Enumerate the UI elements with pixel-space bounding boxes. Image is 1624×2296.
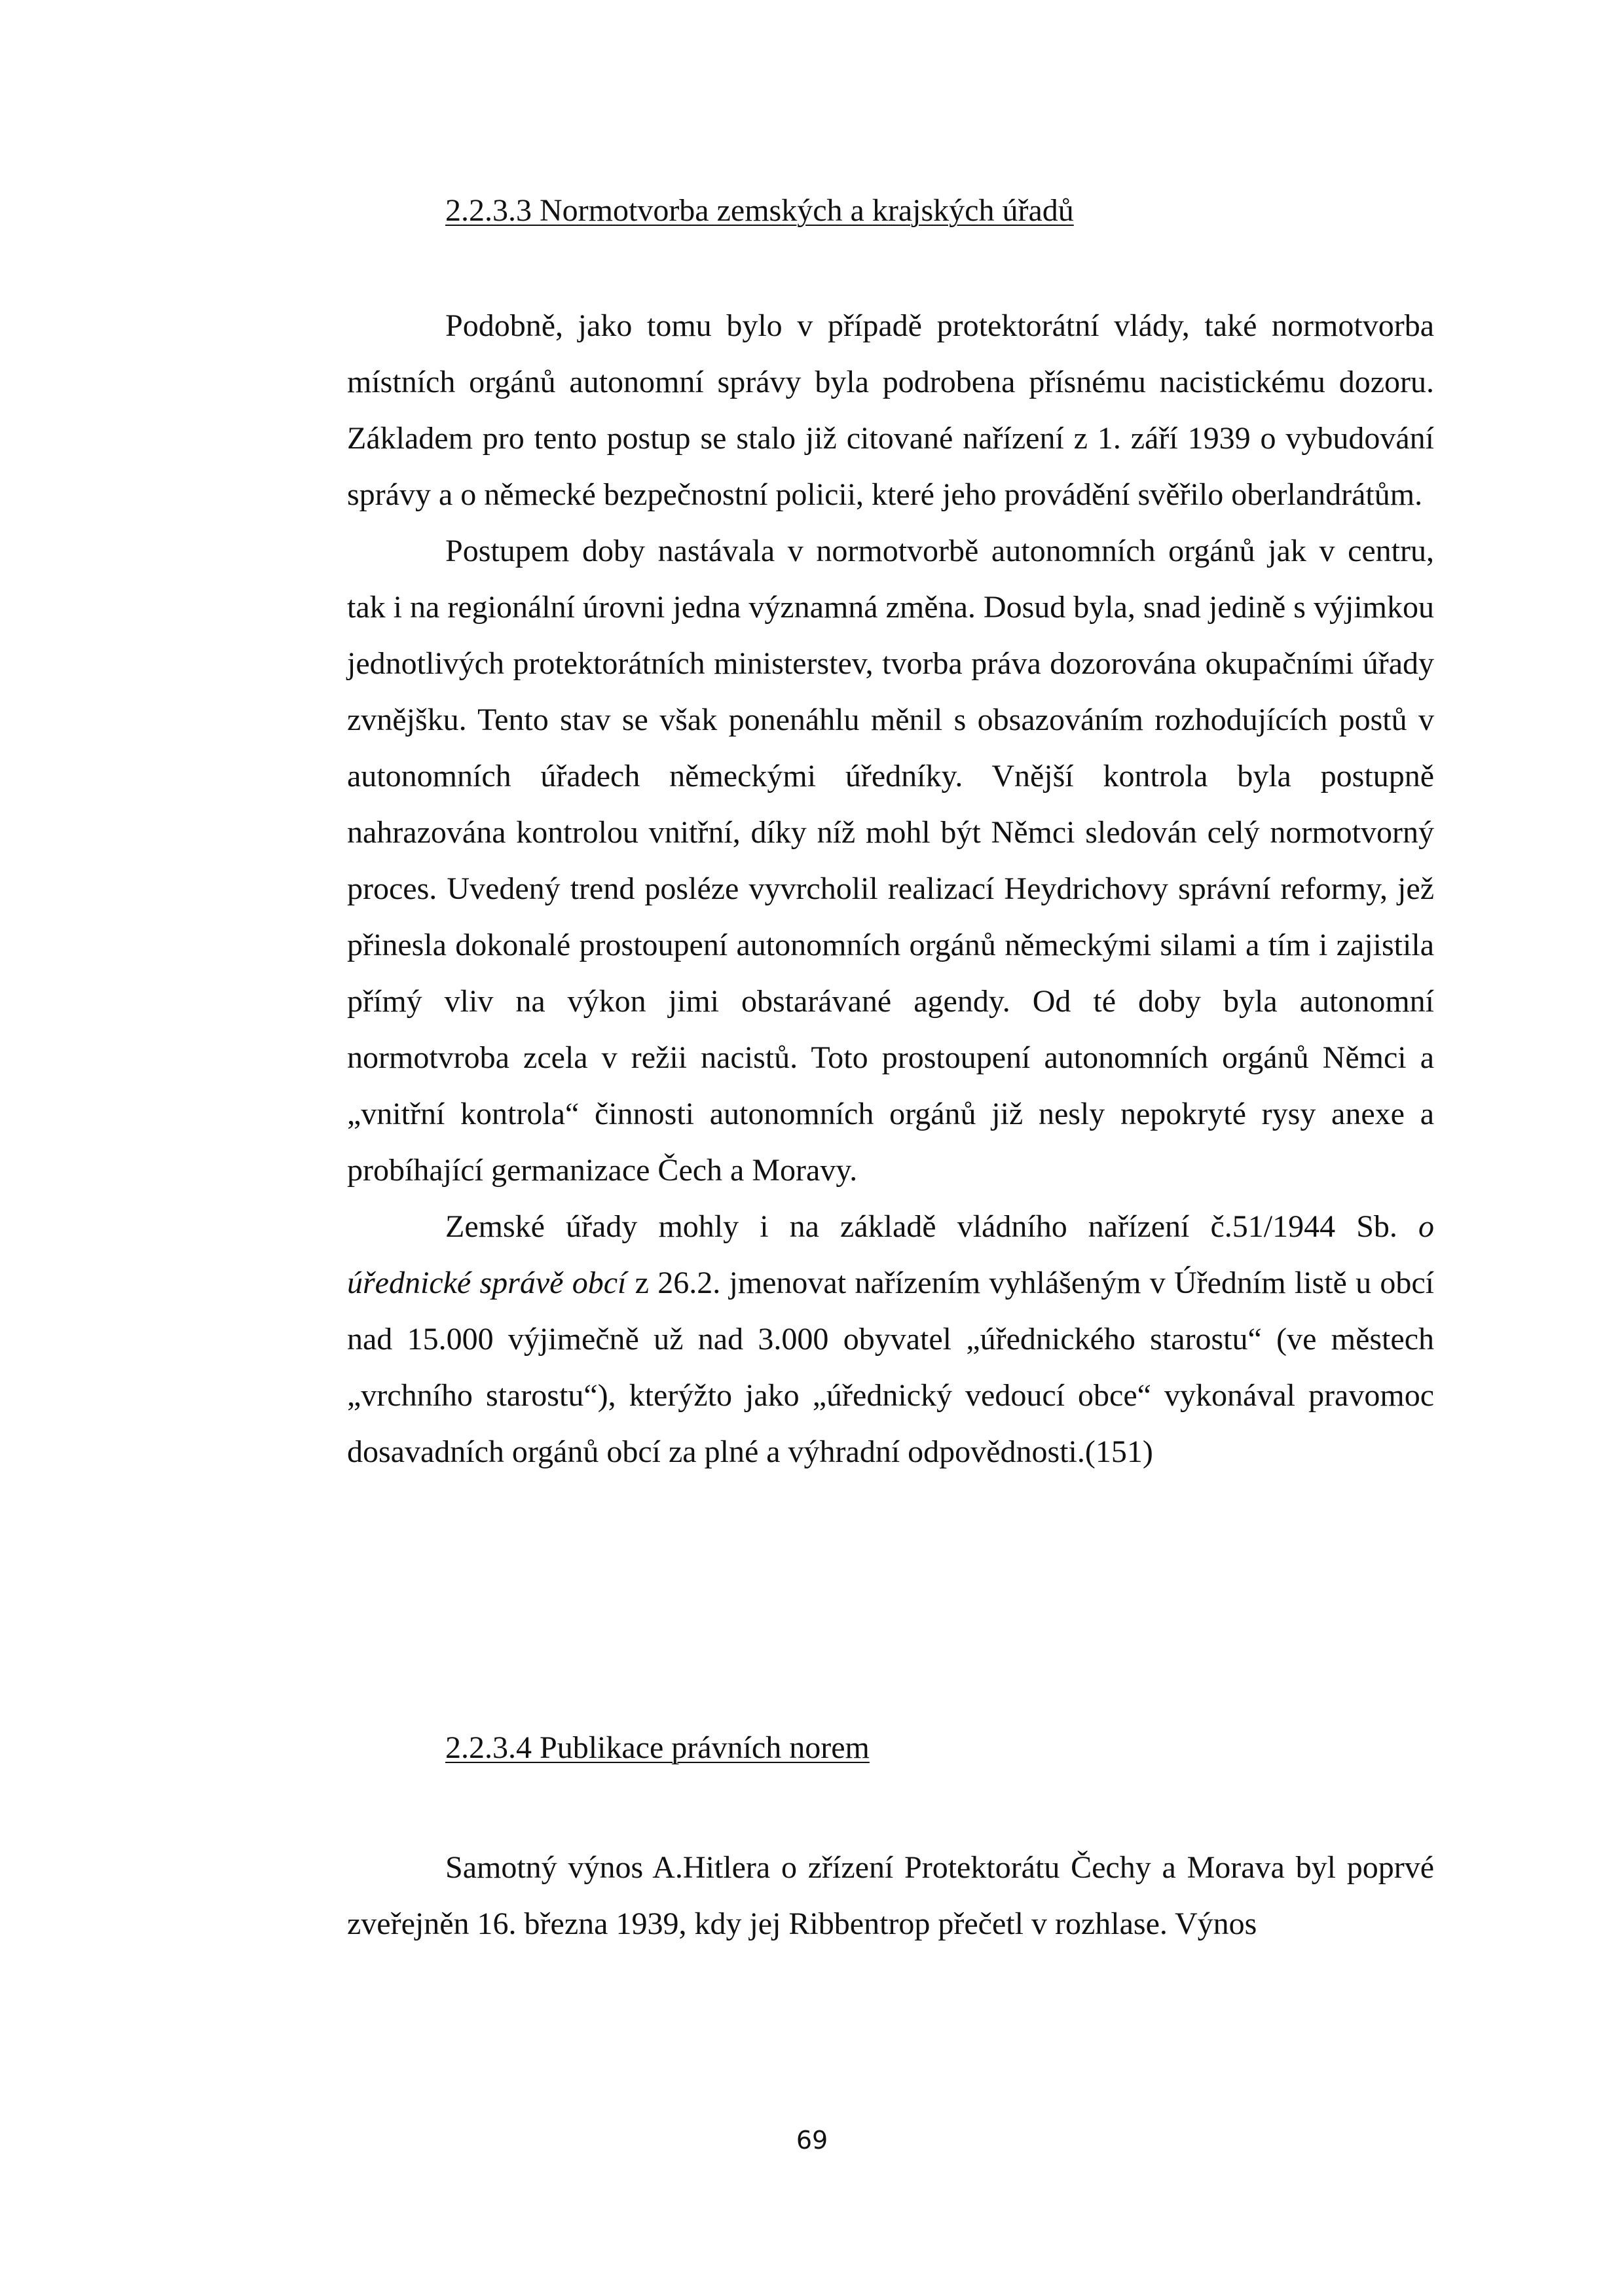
page-number: 69 bbox=[796, 2126, 828, 2155]
paragraph-4-text: Samotný výnos A.Hitlera o zřízení Protektorátu Čechy a Morava byl poprvé zveřejněn 16. března 1939, kdy jej Ribbentrop přečetl v rozhlase. Výnos bbox=[347, 1850, 1434, 1941]
paragraph-3-text-b: z 26.2. jmenovat nařízením vyhlášeným v Úředním listě u obcí nad 15.000 výjimečně už nad 3.000 obyvatel „úřednického starostu“ (ve městech „vrchního starostu“), kterýžto jako „úřednický vedoucí obce“ vykonával pravomoc dosavadních orgánů obcí za plné a výhradní odpovědnosti.(151) bbox=[347, 1266, 1435, 1469]
section-body-2-2-3-4 bbox=[347, 1840, 1434, 1952]
paragraph-3 bbox=[347, 1199, 1434, 1480]
paragraph-3-italic-citation: o úřednické správě obcí bbox=[347, 1209, 1434, 1300]
section-heading-2-2-3-4: 2.2.3.4 Publikace právních norem bbox=[445, 1730, 870, 1765]
paragraph-2-text: Postupem doby nastávala v normotvorbě autonomních orgánů jak v centru, tak i na regionální úrovni jedna významná změna. Dosud byla, snad jedině s výjimkou jednotlivých protektorátních ministerstev, tvorba práva dozorována okupačními úřady zvnějšku. Tento stav se však ponenáhlu měnil s obsazováním rozhodujících postů v autonomních úřadech německými úředníky. Vnější kontrola byla postupně nahrazována kontrolou vnitřní, díky níž mohl být Němci sledován celý normotvorný proces. Uvedený trend posléze vyvrcholil realizací Heydrichovy správní reformy, jež přinesla dokonalé prostoupení autonomních orgánů německými silami a tím i zajistila přímý vliv na výkon jimi obstarávané agendy. Od té doby byla autonomní normotvroba zcela v režii nacistů. Toto prostoupení autonomních orgánů Němci a „vnitřní kontrola“ činnosti autonomních orgánů již nesly nepokryté rysy anexe a probíhající germanizace Čech a Moravy. bbox=[347, 534, 1434, 1188]
paragraph-2 bbox=[347, 523, 1434, 1199]
paragraph-1-text: Podobně, jako tomu bylo v případě protektorátní vlády, také normotvorba místních orgánů autonomní správy byla podrobena přísnému nacistickému dozoru. Základem pro tento postup se stalo již citované nařízení z 1. září 1939 o vybudování správy a o německé bezpečnostní policii, které jeho provádění svěřilo oberlandrátům. bbox=[347, 308, 1434, 512]
paragraph-3-text-a: Zemské úřady mohly i na základě vládního nařízení č.51/1944 Sb. bbox=[445, 1209, 1418, 1244]
paragraph-1 bbox=[347, 298, 1434, 523]
section-heading-2-2-3-3: 2.2.3.3 Normotvorba zemských a krajských úřadů bbox=[445, 193, 1074, 228]
paragraph-4 bbox=[347, 1840, 1434, 1952]
section-body-2-2-3-3 bbox=[347, 298, 1434, 1480]
